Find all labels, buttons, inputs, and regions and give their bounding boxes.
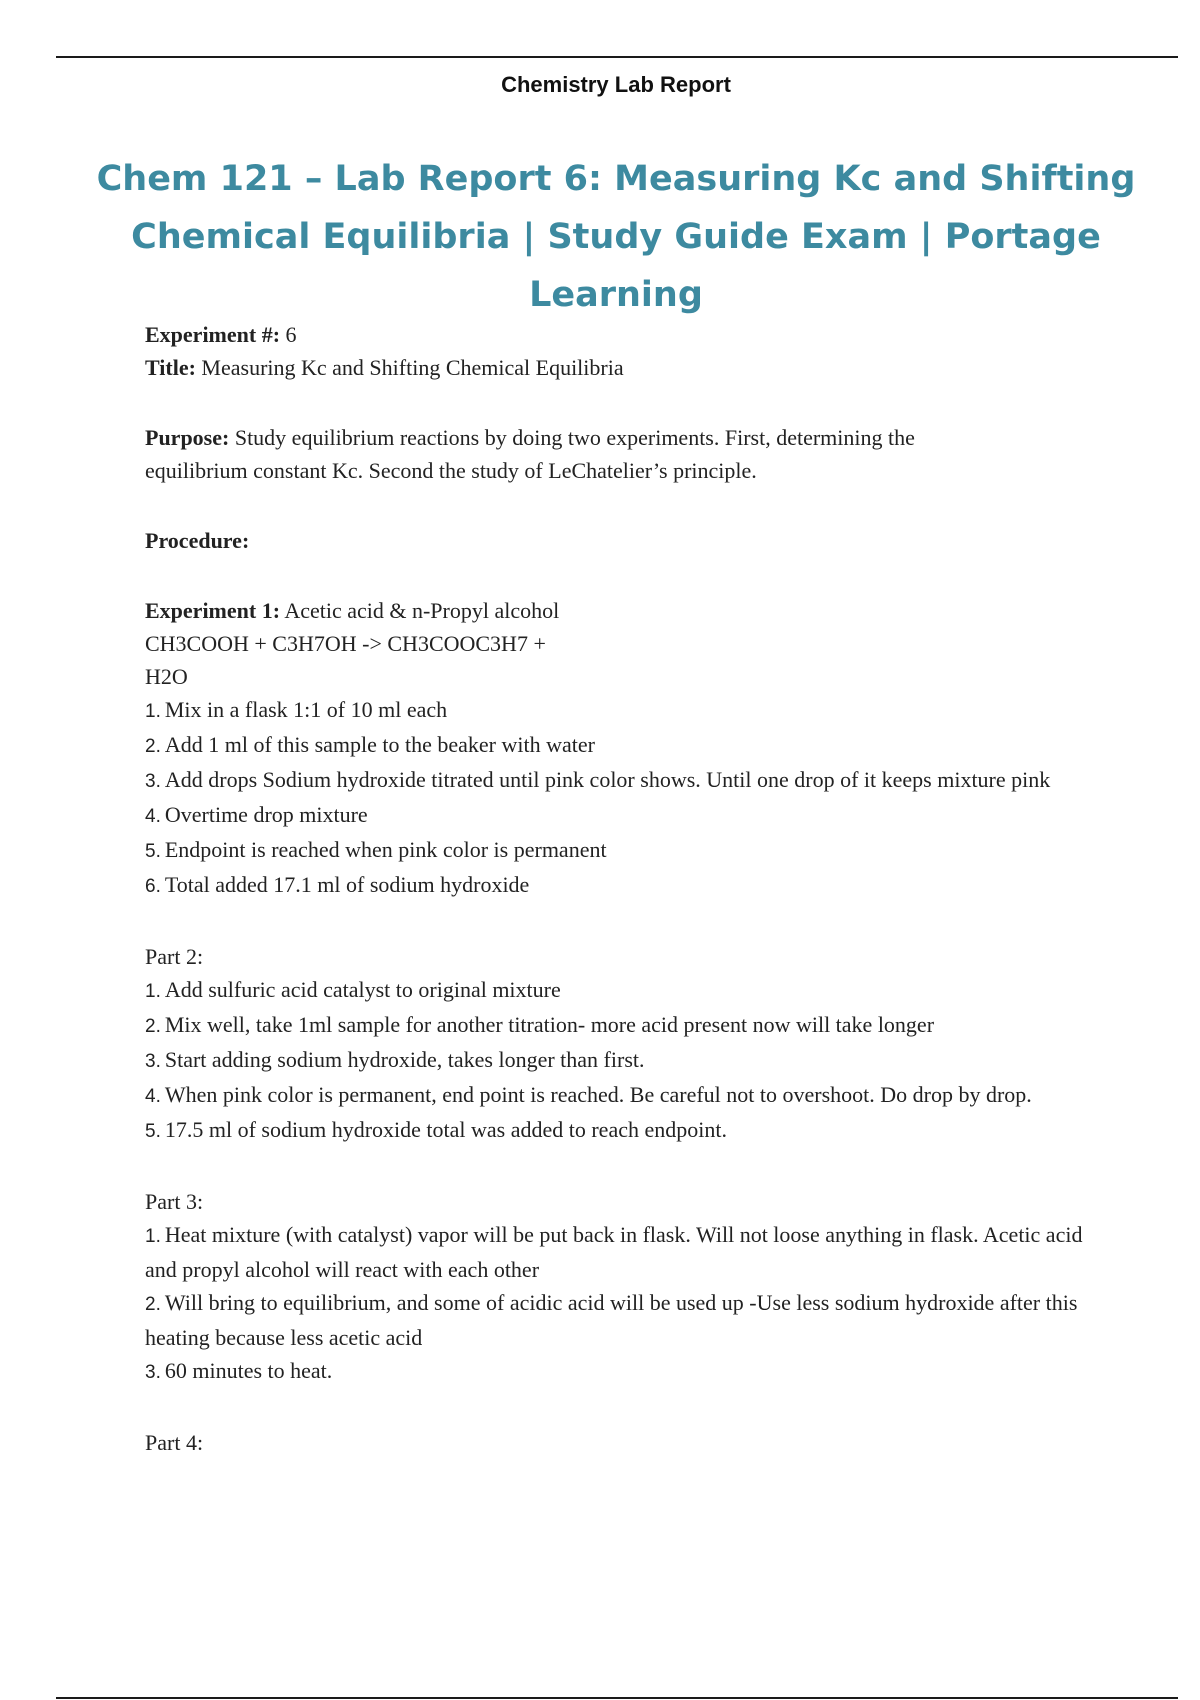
list-item — [145, 1008, 1105, 1043]
part3-heading: Part 3: — [145, 1189, 204, 1214]
list-text: When pink color is permanent, end point is reached. Be careful not to overshoot. Do drop by drop. — [164, 1082, 1032, 1107]
equation-line-1: CH3COOH + C3H7OH -> CH3COOC3H7 + — [145, 631, 546, 656]
experiment-number — [145, 318, 1105, 351]
experiment1-value: Acetic acid & n-Propyl alcohol — [280, 598, 560, 623]
list-number: 2. — [145, 1016, 161, 1037]
list-text: Add sulfuric acid catalyst to original mixture — [164, 977, 561, 1002]
list-text: Add drops Sodium hydroxide titrated until pink color shows. Until one drop of it keeps mixture pink — [164, 767, 1051, 792]
part2-steps — [145, 973, 1105, 1148]
list-item — [145, 798, 1105, 833]
report-body — [145, 318, 1105, 1459]
experiment1-heading — [145, 594, 1105, 627]
list-item — [145, 1043, 1105, 1078]
list-number: 3. — [145, 1051, 161, 1072]
list-item — [145, 1354, 1105, 1389]
list-number: 3. — [145, 771, 161, 792]
part4-heading: Part 4: — [145, 1430, 204, 1455]
purpose-label: Purpose: — [145, 425, 230, 450]
equation-line-2: H2O — [145, 664, 188, 689]
list-number: 5. — [145, 1121, 161, 1142]
title-field-label: Title: — [145, 355, 196, 380]
experiment1-label: Experiment 1: — [145, 598, 281, 623]
list-number: 2. — [145, 1294, 161, 1315]
list-text: Add 1 ml of this sample to the beaker with water — [164, 732, 595, 757]
list-number: 1. — [145, 981, 161, 1002]
title-line-2: Chemical Equilibria | Study Guide Exam | Portage Learning — [131, 217, 1101, 315]
experiment-number-value: 6 — [280, 322, 297, 347]
document-title — [60, 150, 1172, 324]
list-item — [145, 693, 1105, 728]
list-number: 4. — [145, 806, 161, 827]
list-text: 17.5 ml of sodium hydroxide total was added to reach endpoint. — [164, 1117, 727, 1142]
list-item — [145, 833, 1105, 868]
title-field — [145, 351, 1105, 384]
list-text: Heat mixture (with catalyst) vapor will be put back in flask. Will not loose anything in flask. Acetic acid and propyl alcohol will react with each other — [145, 1222, 1083, 1282]
experiment1-steps — [145, 693, 1105, 903]
purpose-text-2: equilibrium constant Kc. Second the study of LeChatelier’s principle. — [145, 458, 757, 483]
list-item — [145, 763, 1105, 798]
list-text: Overtime drop mixture — [164, 802, 368, 827]
list-item — [145, 1218, 1105, 1286]
list-number: 1. — [145, 1226, 161, 1247]
part2-heading: Part 2: — [145, 944, 204, 969]
experiment-number-label: Experiment #: — [145, 322, 281, 347]
list-item — [145, 1113, 1105, 1148]
title-line-1: Chem 121 – Lab Report 6: Measuring Kc and Shifting — [96, 159, 1136, 199]
page-header: Chemistry Lab Report — [501, 72, 731, 97]
list-number: 4. — [145, 1086, 161, 1107]
list-text: Will bring to equilibrium, and some of acidic acid will be used up -Use less sodium hydroxide after this heating because less acetic acid — [145, 1290, 1078, 1350]
list-text: Mix well, take 1ml sample for another titration- more acid present now will take longer — [164, 1012, 935, 1037]
list-number: 5. — [145, 841, 161, 862]
list-number: 1. — [145, 701, 161, 722]
part3-steps — [145, 1218, 1105, 1389]
purpose — [145, 421, 1105, 454]
list-number: 6. — [145, 876, 161, 897]
list-text: Mix in a flask 1:1 of 10 ml each — [164, 697, 448, 722]
list-text: Total added 17.1 ml of sodium hydroxide — [164, 872, 530, 897]
list-number: 3. — [145, 1362, 161, 1383]
purpose-text-1: Study equilibrium reactions by doing two experiments. First, determining the — [229, 425, 915, 450]
title-field-value: Measuring Kc and Shifting Chemical Equilibria — [195, 355, 624, 380]
list-item — [145, 1286, 1105, 1354]
list-item — [145, 728, 1105, 763]
list-item — [145, 1078, 1105, 1113]
list-text: Endpoint is reached when pink color is permanent — [164, 837, 607, 862]
procedure-heading: Procedure: — [145, 528, 250, 553]
top-rule — [56, 56, 1178, 58]
list-item — [145, 973, 1105, 1008]
list-item — [145, 868, 1105, 903]
list-text: Start adding sodium hydroxide, takes longer than first. — [164, 1047, 645, 1072]
list-number: 2. — [145, 736, 161, 757]
bottom-rule — [56, 1697, 1178, 1699]
list-text: 60 minutes to heat. — [164, 1358, 333, 1383]
